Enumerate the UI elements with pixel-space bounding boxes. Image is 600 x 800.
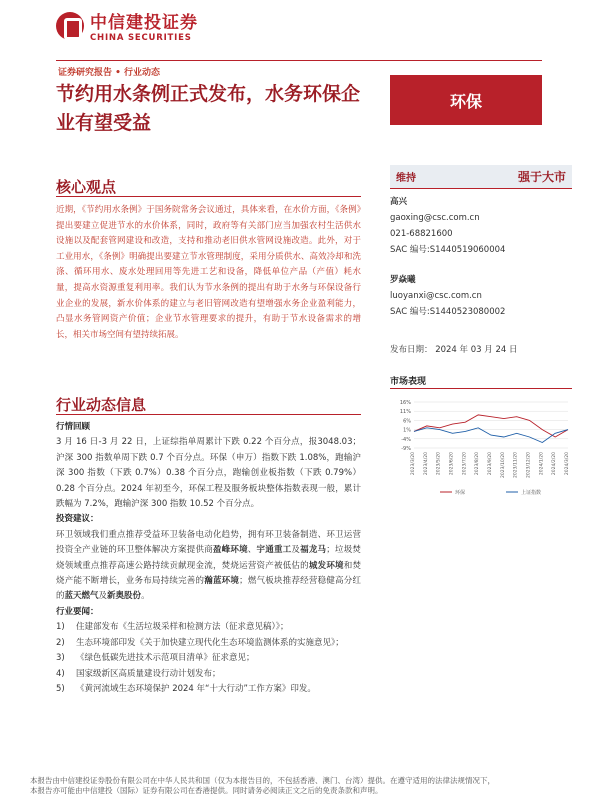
core-heading: 核心观点 — [56, 178, 117, 196]
market-chart — [388, 392, 574, 502]
y-tick-label: -4% — [401, 436, 411, 443]
series-line — [414, 415, 568, 437]
advice-part: 及 — [98, 591, 108, 602]
rating-value: 强于大市 — [517, 170, 566, 184]
core-text: 近期，《节约用水条例》于国务院常务会议通过，具体来看，在水价方面，《条例》提出要建立促进节水的水价体系，同时，政府等有关部门应当加强农村生活供水设施以及配套管网建设和改造，支持和推动老旧供水管网设施改造。此外，对于工业用水，《条例》明确提出要建立节水管理制度，采用分质供水、高效冷却和洗涤、循环用水、废水处理回用等先进工艺和设备，降低单位产品（产值）耗水量，提高水资源重复利用率。我们认为节水条例的提出有助于水务与环保设备行业企业的发展，新水价体系的建立与老旧管网改造有望增强水务企业盈利能力，凸显水务管网资产价值；企业节水管理要求的提升，有助于节水设备需求的增长，相关市场空间有望持续拓展。 — [56, 205, 361, 340]
stock-name: 城发环境 — [308, 560, 344, 571]
stock-name: 蓝天燃气 — [64, 591, 99, 602]
analyst-email[interactable]: gaoxing@csc.com.cn — [390, 213, 480, 223]
y-tick-label: 6% — [403, 418, 411, 425]
news-body — [56, 420, 361, 697]
item-text: 《黄河流域生态环境保护 2024 年“十大行动”工作方案》印发。 — [76, 683, 316, 694]
x-tick-label: 2024/2/20 — [552, 452, 558, 476]
analyst-sac: SAC 编号:S1440519060004 — [390, 245, 506, 255]
industry-badge: 环保 — [390, 75, 542, 125]
news-divider — [56, 414, 361, 415]
item-number: 4) — [56, 668, 65, 679]
analyst-card — [390, 194, 570, 258]
stock-name: 宇通重工 — [256, 545, 292, 556]
news-list — [56, 620, 361, 697]
item-number: 5) — [56, 683, 65, 694]
list-item — [56, 682, 361, 697]
news-heading: 行业动态信息 — [56, 396, 147, 414]
important-heading: 行业要闻： — [56, 606, 99, 617]
y-tick-label: 11% — [399, 409, 411, 416]
advice-part: 及 — [291, 545, 301, 556]
y-tick-label: -9% — [401, 446, 411, 452]
report-title: 节约用水条例正式发布，水务环保企业有望受益 — [56, 83, 361, 134]
x-tick-label: 2023/11/20 — [513, 452, 519, 478]
rating-label: 维持 — [396, 173, 416, 184]
list-item — [56, 667, 361, 682]
x-tick-label: 2024/3/20 — [565, 452, 570, 476]
stock-name: 新奥股份 — [107, 591, 142, 602]
y-tick-label: 1% — [403, 427, 411, 434]
disclaimer-line: 本报告由中信建投证券股份有限公司在中华人民共和国（仅为本报告目的，不包括香港、澳门、台湾）提供。在遵守适用的法律法规情况下， — [30, 776, 495, 785]
advice-part: 环卫领域我们重点推荐受益环卫装备电动化趋势，拥有环卫装备制造、环卫运营投资全产业链的环卫整体解决方案提供商 — [56, 529, 361, 556]
x-tick-label: 2024/1/20 — [539, 452, 545, 476]
list-item — [56, 620, 361, 635]
publish-date: 发布日期： 2024 年 03 月 24 日 — [390, 345, 518, 355]
y-tick-label: 16% — [399, 400, 411, 406]
advice-part: 。 — [141, 591, 150, 602]
item-text: 国家级新区高质量建设行动计划发布； — [76, 668, 221, 679]
company-logo — [56, 8, 198, 43]
rating-box — [390, 165, 572, 189]
analyst-phone: 021-68821600 — [390, 229, 453, 239]
analyst-email[interactable]: luoyanxi@csc.com.cn — [390, 291, 482, 301]
x-tick-label: 2023/8/20 — [475, 452, 481, 476]
x-tick-label: 2023/6/20 — [449, 452, 455, 476]
x-tick-label: 2023/5/20 — [436, 452, 442, 476]
logo-en-text: CHINA SECURITIES — [90, 33, 192, 43]
core-divider — [56, 196, 361, 197]
item-text: 《绿色低碳先进技术示范项目清单》征求意见； — [76, 653, 255, 664]
advice-part: ；垃圾焚烧领域重点推荐高速公路持续贡献现金流，焚烧运营资产被低估的 — [56, 545, 361, 571]
header-divider — [56, 60, 542, 61]
x-tick-label: 2023/3/20 — [411, 452, 416, 476]
item-number: 3) — [56, 653, 65, 664]
disclaimer — [30, 776, 575, 796]
legend-label: 环保 — [455, 490, 466, 496]
item-number: 2) — [56, 637, 65, 648]
item-text: 生态环境部印发《关于加快建立现代化生态环境监测体系的实施意见》； — [76, 637, 344, 648]
stock-name: 福龙马 — [300, 545, 327, 556]
x-tick-label: 2023/9/20 — [488, 452, 493, 476]
x-tick-label: 2023/10/20 — [500, 452, 506, 478]
advice-part: ；燃气板块推荐经营稳健高分红的 — [56, 576, 361, 602]
logo-icon — [56, 12, 84, 40]
advice-text — [56, 528, 361, 605]
advice-part: 、 — [247, 545, 257, 556]
advice-part: 和焚烧产能不断增长，业务布局持续完善的 — [56, 560, 361, 587]
x-tick-label: 2023/12/20 — [526, 452, 532, 478]
review-text: 3 月 16 日-3 月 22 日，上证综指单周累计下跌 0.22 个百分点，报3048.03；沪深 300 指数单周下跌 0.7 个百分点。环保（申万）指数下跌 1.08%，跑输沪深 300 指数（下跌 0.7%）0.38 个百分点，跑输创业板指数（下跌 0.79%）0.28 个百分点。2024 年初至今，环保工程及服务板块整体指数表现一般，累计跌幅为 7.2%，跑输沪深 300 指数 10.52 个百分点。 — [56, 437, 361, 510]
disclaimer-line: 本报告亦可能由中信建投（国际）证券有限公司在香港提供。同时请务必阅读正文之后的免责条款和声明。 — [30, 786, 383, 795]
item-text: 住建部发布《生活垃圾采样和检测方法（征求意见稿）》； — [76, 622, 289, 633]
stock-name: 瀚蓝环境 — [204, 576, 240, 587]
market-heading: 市场表现 — [390, 377, 427, 387]
report-type: 证券研究报告 • 行业动态 — [58, 68, 161, 78]
review-heading: 行情回顾 — [56, 422, 91, 432]
analyst-sac: SAC 编号:S1440523080002 — [390, 307, 506, 317]
list-item — [56, 651, 361, 666]
market-divider — [390, 388, 572, 389]
advice-heading: 投资建议： — [56, 514, 99, 525]
logo-cn-text: 中信建投证券 — [90, 13, 198, 33]
x-tick-label: 2023/4/20 — [423, 452, 429, 476]
series-line — [414, 428, 568, 443]
stock-name: 盈峰环境 — [212, 545, 248, 556]
item-number: 1) — [56, 622, 65, 633]
analyst-name: 高兴 — [390, 197, 408, 207]
x-tick-label: 2023/7/20 — [462, 452, 468, 476]
analyst-name: 罗焱曦 — [390, 275, 416, 285]
legend-label: 上证指数 — [521, 490, 542, 496]
analyst-card — [390, 272, 570, 320]
list-item — [56, 636, 361, 651]
